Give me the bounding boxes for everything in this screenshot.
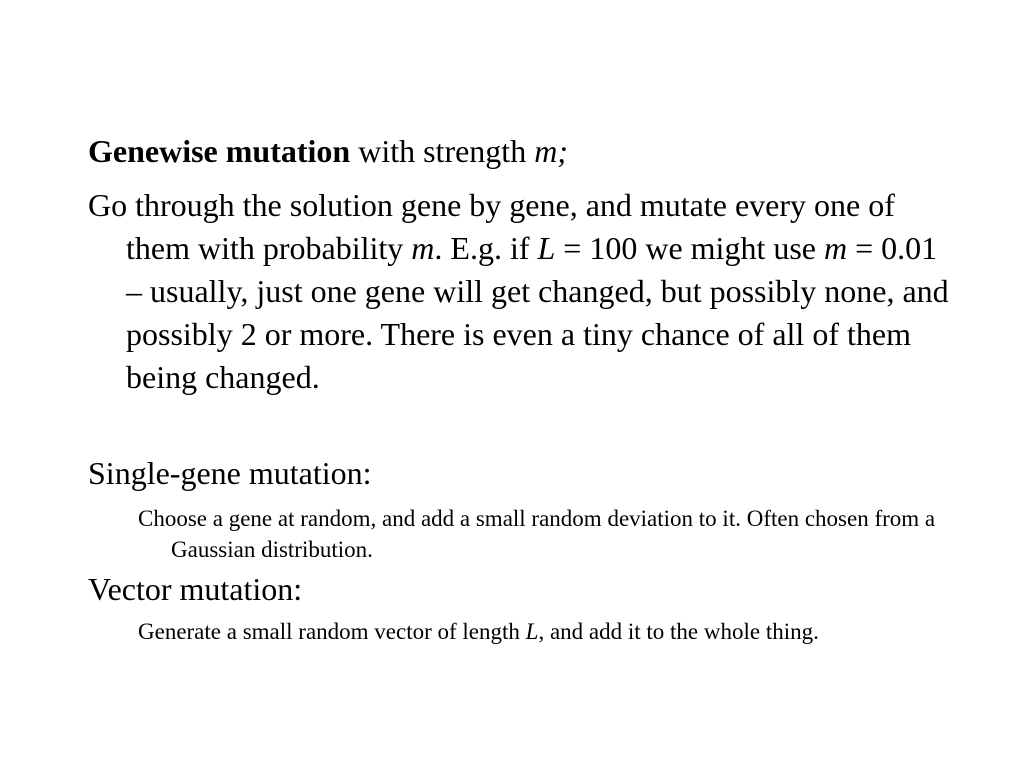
genewise-desc-part3: = 100 we might use (555, 230, 824, 266)
vector-length-variable: L (525, 619, 539, 644)
vector-desc-part1: Generate a small random vector of length (138, 619, 526, 644)
vector-desc-part2: , and add it to the whole thing. (538, 619, 819, 644)
genewise-mutation-text: with strength (350, 133, 535, 169)
single-gene-heading: Single-gene mutation: (88, 455, 372, 491)
mutation-rate-variable: m (823, 230, 848, 266)
length-variable: L (537, 230, 556, 266)
single-gene-description: Choose a gene at random, and add a small random deviation to it. Often chosen from a Gaussian distribution. (138, 506, 936, 562)
genewise-desc-part1: Go through the solution gene by gene, and mutate every one of them with probability (88, 187, 895, 266)
genewise-desc-part2: . E.g. if (434, 230, 538, 266)
genewise-desc-part4: = 0.01 – usually, just one gene will get changed, but possibly none, and possibly 2 or more. There is even a tiny chance of all of them being changed. (126, 230, 949, 395)
probability-variable: m (411, 230, 435, 266)
vector-mutation-description (138, 616, 961, 647)
strength-variable: m; (534, 133, 568, 169)
genewise-description (88, 184, 956, 399)
genewise-mutation-title: Genewise mutation (88, 133, 351, 169)
vector-mutation-heading: Vector mutation: (88, 571, 303, 607)
genewise-mutation-line (88, 130, 956, 173)
